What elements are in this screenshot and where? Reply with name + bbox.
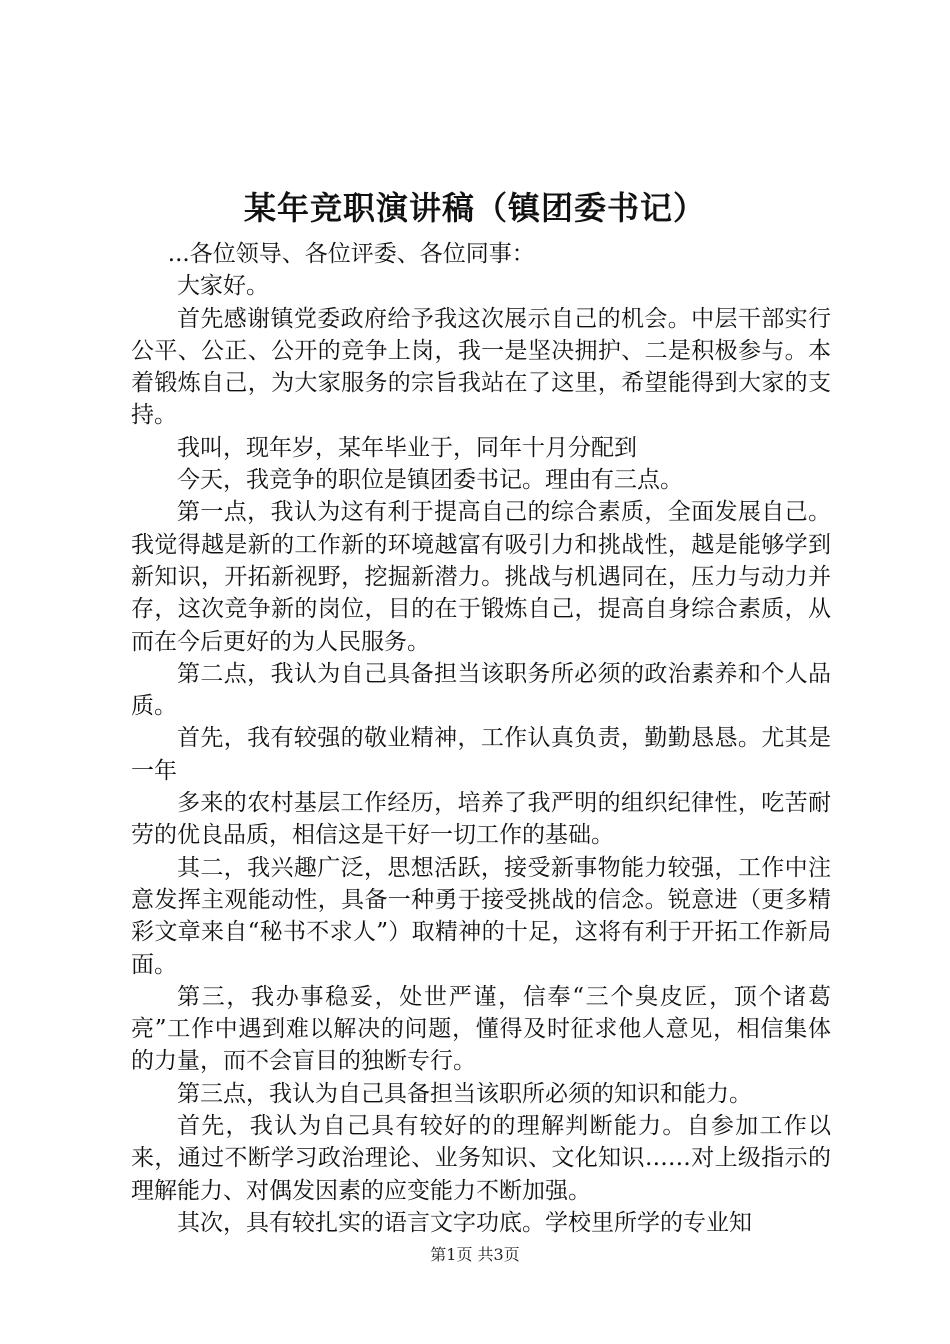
paragraph: 今天，我竞争的职位是镇团委书记。理由有三点。 (177, 467, 683, 494)
document-body (131, 238, 831, 1239)
paragraph: 第三，我办事稳妥，处世严谨，信奉“三个臭皮匠，顶个诸葛亮”工作中遇到难以解决的问题，懂得及时征求他人意见，相信集体的力量，而不会盲目的独断专行。 (131, 983, 831, 1075)
page-number-footer: 第1页 共3页 (430, 1245, 520, 1264)
paragraph: 其次，具有较扎实的语言文字功底。学校里所学的专业知 (177, 1209, 752, 1236)
greeting-line: ...各位领导、各位评委、各位同事： (167, 241, 535, 267)
paragraph: 多来的农村基层工作经历，培养了我严明的组织纪律性，吃苦耐劳的优良品质，相信这是干好一切工作的基础。 (131, 790, 831, 849)
paragraph: 其二，我兴趣广泛，思想活跃，接受新事物能力较强，工作中注意发挥主观能动性，具备一种勇于接受挑战的信念。锐意进（更多精彩文章来自“秘书不求人”）取精神的十足，这将有利于开拓工作新局面。 (131, 854, 831, 978)
paragraph: 首先，我认为自己具有较好的的理解判断能力。自参加工作以来，通过不断学习政治理论、业务知识、文化知识……对上级指示的理解能力、对偶发因素的应变能力不断加强。 (131, 1113, 831, 1204)
paragraph: 第二点，我认为自己具备担当该职务所必须的政治素养和个人品质。 (131, 660, 831, 720)
paragraph: 第一点，我认为这有利于提高自己的综合素质，全面发展自己。我觉得越是新的工作新的环境越富有吸引力和挑战性，越是能够学到新知识，开拓新视野，挖掘新潜力。挑战与机遇同在，压力与动力并存，这次竞争新的岗位，目的在于锻炼自己，提高自身综合素质，从而在今后更好的为人民服务。 (131, 499, 831, 655)
document-title: 某年竞职演讲稿（镇团委书记） (243, 189, 706, 227)
paragraph: 我叫，现年岁，某年毕业于，同年十月分配到 (177, 434, 637, 461)
paragraph: 第三点，我认为自己具备担当该职所必须的知识和能力。 (177, 1080, 752, 1107)
paragraph: 首先感谢镇党委政府给予我这次展示自己的机会。中层干部实行公平、公正、公开的竞争上岗，我一是坚决拥护、二是积极参与。本着锻炼自己，为大家服务的宗旨我站在了这里，希望能得到大家的支持。 (131, 305, 831, 429)
paragraph: 首先，我有较强的敬业精神，工作认真负责，勤勤恳恳。尤其是一年 (131, 725, 831, 784)
paragraph: 大家好。 (177, 273, 269, 300)
